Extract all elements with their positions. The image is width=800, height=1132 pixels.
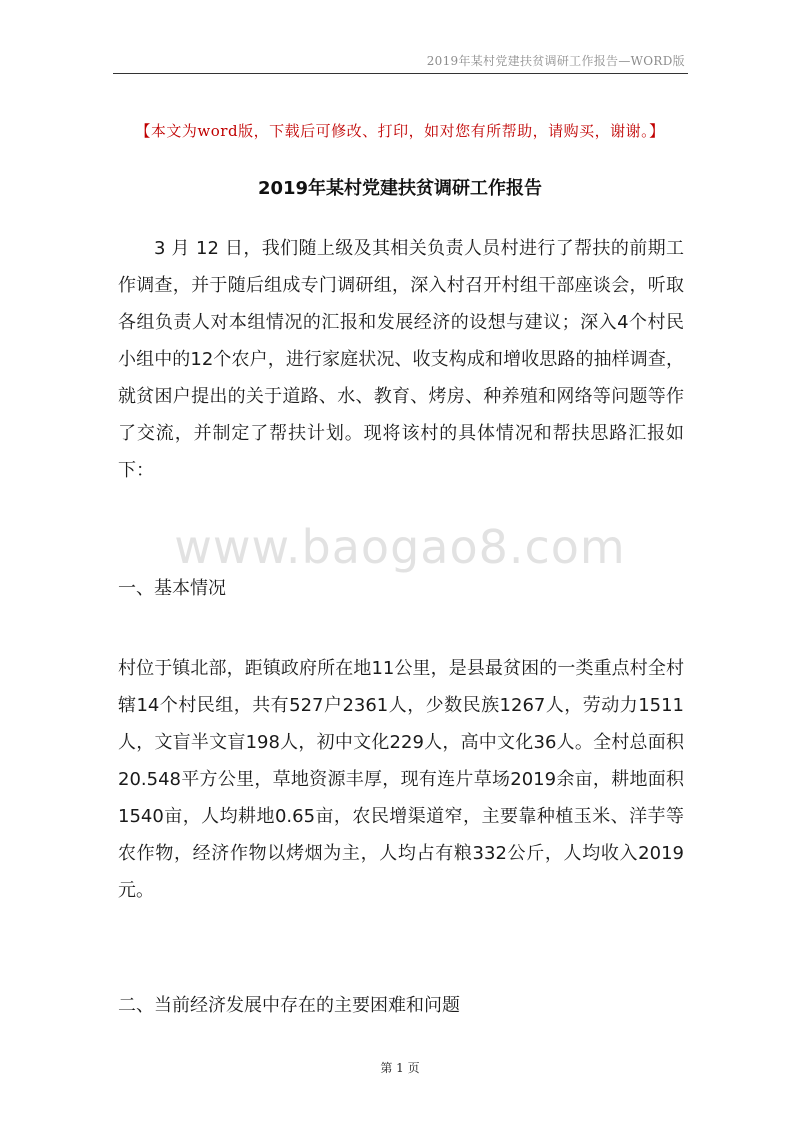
document-title: 2019年某村党建扶贫调研工作报告	[257, 178, 543, 199]
section-heading-basic-info: 一、基本情况	[118, 578, 226, 599]
basic-info-paragraph: 村位于镇北部，距镇政府所在地11公里，是县最贫困的一类重点村全村辖14个村民组，共有527户2361人，少数民族1267人，劳动力1511人，文盲半文盲198人，初中文化229人，高中文化36人。全村总面积20.548平方公里，草地资源丰厚，现有连片草场2019余亩，耕地面积1540亩，人均耕地0.65亩，农民增渠道窄，主要靠种植玉米、洋芋等农作物，经济作物以烤烟为主，人均占有粮332公斤，人均收入2019元。	[118, 658, 684, 901]
page-number: 第 1 页	[380, 1061, 420, 1075]
header-divider	[113, 73, 688, 74]
section-heading-problems: 二、当前经济发展中存在的主要困难和问题	[118, 995, 460, 1016]
intro-paragraph: 3 月 12 日，我们随上级及其相关负责人员村进行了帮扶的前期工作调查，并于随后组成专门调研组，深入村召开村组干部座谈会，听取各组负责人对本组情况的汇报和发展经济的设想与建议；深入4个村民小组中的12个农户，进行家庭状况、收支构成和增收思路的抽样调查，就贫困户提出的关于道路、水、教育、烤房、种养殖和网络等问题等作了交流，并制定了帮扶计划。现将该村的具体情况和帮扶思路汇报如下：	[118, 238, 684, 481]
purchase-notice: 【本文为word版，下载后可修改、打印，如对您有所帮助，请购买，谢谢。】	[135, 122, 665, 140]
running-header: 2019年某村党建扶贫调研工作报告—WORD版	[426, 54, 685, 68]
watermark: www.baogao8.com	[174, 520, 626, 574]
